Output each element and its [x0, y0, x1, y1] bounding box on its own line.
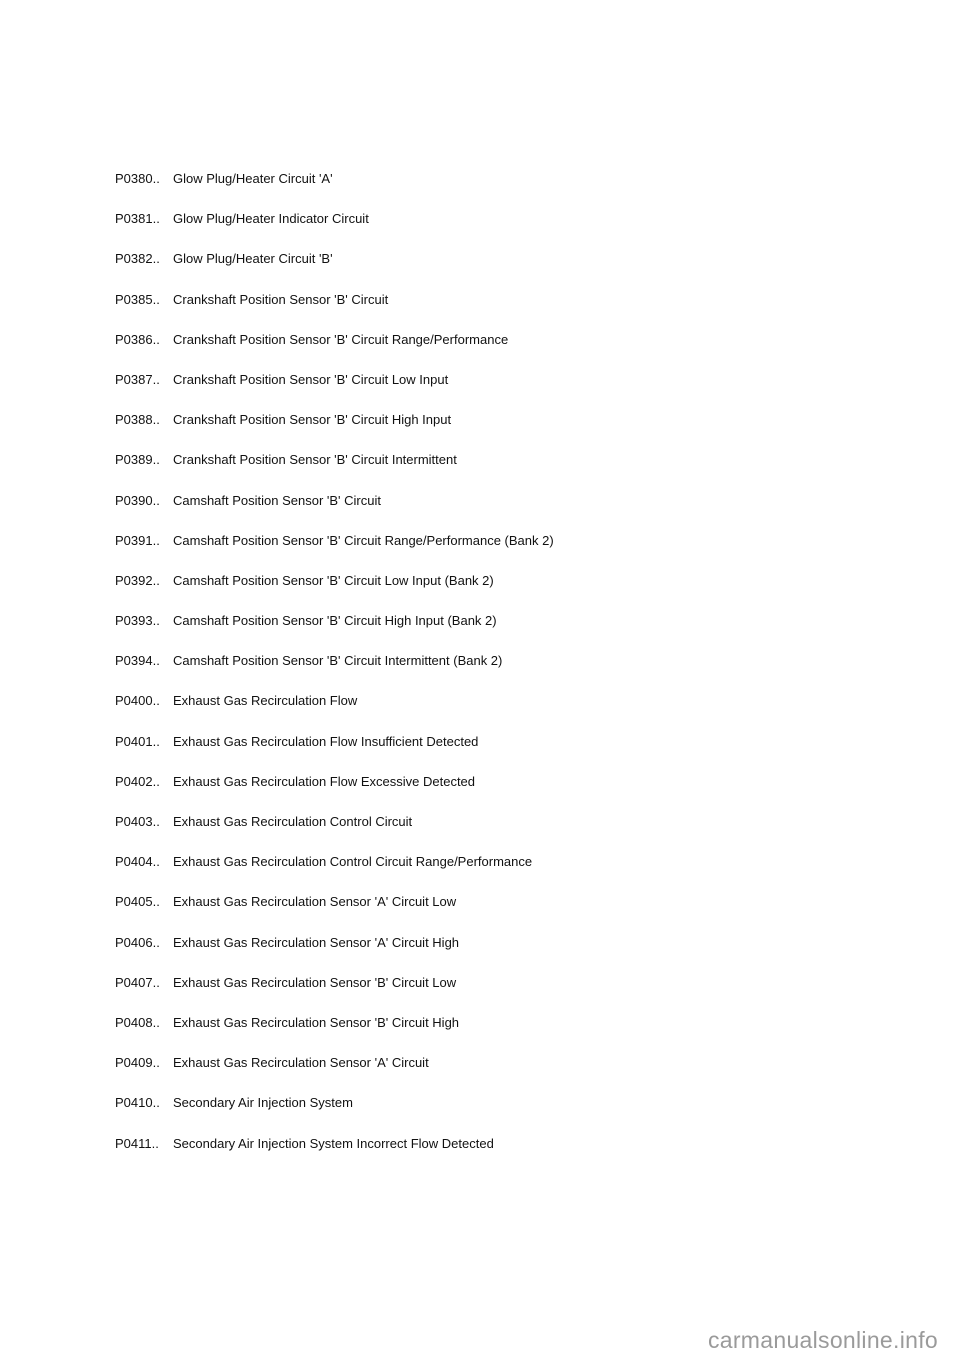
list-item [115, 773, 554, 813]
dtc-code: P0408.. [115, 1014, 160, 1030]
dtc-description: Camshaft Position Sensor 'B' Circuit Intermittent (Bank 2) [173, 653, 503, 669]
dtc-description: Glow Plug/Heater Circuit 'B' [173, 251, 333, 267]
list-item [115, 291, 554, 331]
dtc-code: P0386.. [115, 331, 160, 347]
dtc-description: Glow Plug/Heater Indicator Circuit [173, 211, 369, 227]
dtc-code: P0390.. [115, 492, 160, 508]
list-item [115, 1135, 554, 1175]
dtc-description: Glow Plug/Heater Circuit 'A' [173, 171, 333, 186]
list-item [115, 411, 554, 451]
dtc-description: Exhaust Gas Recirculation Flow Excessive Detected [173, 773, 476, 789]
list-item [115, 1094, 554, 1134]
watermark: carmanualsonline.info [707, 1327, 938, 1353]
dtc-code: P0403.. [115, 814, 160, 829]
list-item [115, 1054, 554, 1094]
dtc-code: P0402.. [115, 773, 160, 789]
dtc-code: P0410.. [115, 1095, 160, 1111]
dtc-code: P0391.. [115, 532, 160, 548]
dtc-code: P0385.. [115, 291, 160, 307]
dtc-description: Crankshaft Position Sensor 'B' Circuit Range/Performance [173, 331, 509, 347]
list-item [115, 813, 554, 853]
dtc-description: Camshaft Position Sensor 'B' Circuit High Input (Bank 2) [173, 613, 497, 629]
list-item [115, 492, 554, 532]
list-item [115, 692, 554, 732]
dtc-code: P0394.. [115, 653, 160, 669]
dtc-description: Camshaft Position Sensor 'B' Circuit [173, 492, 381, 508]
list-item [115, 733, 554, 773]
dtc-description: Secondary Air Injection System [173, 1095, 353, 1111]
dtc-description: Exhaust Gas Recirculation Flow Insufficient Detected [173, 733, 479, 749]
dtc-description: Exhaust Gas Recirculation Control Circuit [173, 814, 413, 829]
dtc-description: Exhaust Gas Recirculation Control Circuit Range/Performance [173, 854, 533, 870]
list-item [115, 893, 554, 933]
list-item [115, 974, 554, 1014]
dtc-code: P0393.. [115, 613, 160, 629]
list-item [115, 652, 554, 692]
dtc-code: P0407.. [115, 974, 160, 990]
list-item [115, 532, 554, 572]
dtc-description: Crankshaft Position Sensor 'B' Circuit [173, 291, 389, 307]
dtc-code: P0392.. [115, 572, 160, 588]
list-item [115, 853, 554, 893]
dtc-code: P0400.. [115, 693, 160, 709]
dtc-code: P0411.. [115, 1135, 159, 1151]
list-item [115, 250, 554, 290]
dtc-code: P0380.. [115, 171, 160, 186]
dtc-description: Exhaust Gas Recirculation Flow [173, 693, 358, 709]
dtc-code: P0381.. [115, 211, 160, 227]
list-item [115, 451, 554, 491]
list-item [115, 934, 554, 974]
dtc-code: P0401.. [115, 733, 160, 749]
dtc-code: P0409.. [115, 1055, 160, 1071]
dtc-code: P0404.. [115, 854, 160, 870]
list-item [115, 1014, 554, 1054]
dtc-description: Crankshaft Position Sensor 'B' Circuit Intermittent [173, 452, 457, 468]
list-item [115, 572, 554, 612]
dtc-description: Crankshaft Position Sensor 'B' Circuit High Input [173, 412, 452, 428]
dtc-description: Camshaft Position Sensor 'B' Circuit Range/Performance (Bank 2) [173, 532, 554, 548]
list-item [115, 170, 554, 210]
list-item [115, 371, 554, 411]
dtc-code: P0405.. [115, 894, 160, 910]
dtc-code: P0388.. [115, 412, 160, 428]
list-item [115, 331, 554, 371]
list-item [115, 210, 554, 250]
dtc-code: P0389.. [115, 452, 160, 468]
dtc-code: P0382.. [115, 251, 160, 267]
list-item [115, 612, 554, 652]
dtc-description: Crankshaft Position Sensor 'B' Circuit Low Input [173, 371, 449, 387]
dtc-description: Exhaust Gas Recirculation Sensor 'B' Circuit Low [173, 974, 457, 990]
dtc-description: Exhaust Gas Recirculation Sensor 'A' Circuit [173, 1055, 429, 1071]
dtc-description: Exhaust Gas Recirculation Sensor 'B' Circuit High [173, 1014, 460, 1030]
dtc-code: P0387.. [115, 371, 160, 387]
dtc-code: P0406.. [115, 934, 160, 950]
dtc-description: Camshaft Position Sensor 'B' Circuit Low Input (Bank 2) [173, 572, 494, 588]
dtc-description: Secondary Air Injection System Incorrect Flow Detected [173, 1135, 494, 1151]
dtc-code-list [115, 170, 554, 1175]
dtc-description: Exhaust Gas Recirculation Sensor 'A' Circuit High [173, 934, 460, 950]
dtc-description: Exhaust Gas Recirculation Sensor 'A' Circuit Low [173, 894, 457, 910]
